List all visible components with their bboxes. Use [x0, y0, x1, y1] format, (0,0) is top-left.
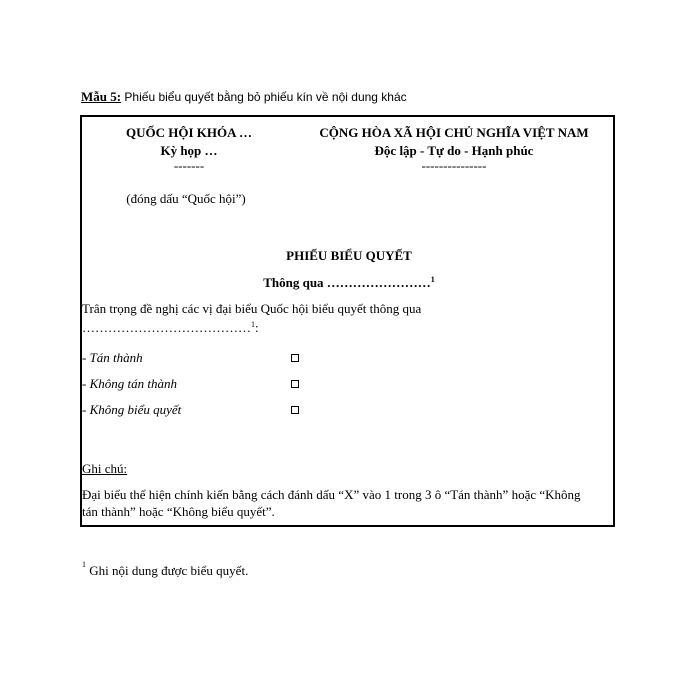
- ballot-title: PHIẾU BIỂU QUYẾT: [286, 248, 412, 263]
- form-caption: [81, 89, 407, 105]
- note-line-2: tán thành” hoặc “Không biểu quyết”.: [82, 504, 275, 519]
- left-divider: -------: [173, 158, 205, 173]
- footnote-text: Ghi nội dung được biểu quyết.: [86, 563, 249, 578]
- right-divider: ---------------: [421, 158, 487, 173]
- assembly-name: QUỐC HỘI KHÓA …: [125, 125, 253, 140]
- option-disapprove-checkbox[interactable]: [291, 380, 299, 388]
- option-approve-label: - Tán thành: [82, 350, 143, 365]
- form-number: Mẫu 5:: [81, 89, 122, 104]
- option-abstain-checkbox[interactable]: [291, 406, 299, 414]
- footnote: [82, 560, 249, 579]
- footnote-ref: 1: [430, 275, 435, 284]
- footnote-number: 1: [82, 560, 86, 569]
- ballot-subtitle: Thông qua ……………………$^1$: [263, 275, 435, 290]
- note-line-1: Đại biểu thể hiện chính kiến bằng cách đánh dấu “X” vào 1 trong 3 ô “Tán thành” hoặc “Không: [82, 487, 581, 502]
- note-heading: Ghi chú:: [82, 461, 128, 476]
- footnote-ref: 1: [251, 320, 255, 329]
- option-disapprove-label: - Không tán thành: [82, 376, 177, 391]
- country-name: CỘNG HÒA XÃ HỘI CHỦ NGHĨA VIỆT NAM: [319, 125, 589, 140]
- intro-line-1: Trân trọng đề nghị các vị đại biểu Quốc hội biểu quyết thông qua: [82, 301, 422, 316]
- stamp-placeholder: (đóng dấu “Quốc hội”): [126, 191, 246, 206]
- session-name: Kỳ họp …: [160, 143, 218, 158]
- intro-line-2: …………………………………$^1$:: [82, 320, 259, 335]
- form-title: Phiếu biểu quyết bằng bỏ phiếu kín về nội dung khác: [121, 90, 407, 104]
- ballot-frame: [80, 115, 615, 527]
- option-approve-checkbox[interactable]: [291, 354, 299, 362]
- national-motto: Độc lập - Tự do - Hạnh phúc: [374, 143, 534, 158]
- option-abstain-label: - Không biểu quyết: [82, 402, 182, 417]
